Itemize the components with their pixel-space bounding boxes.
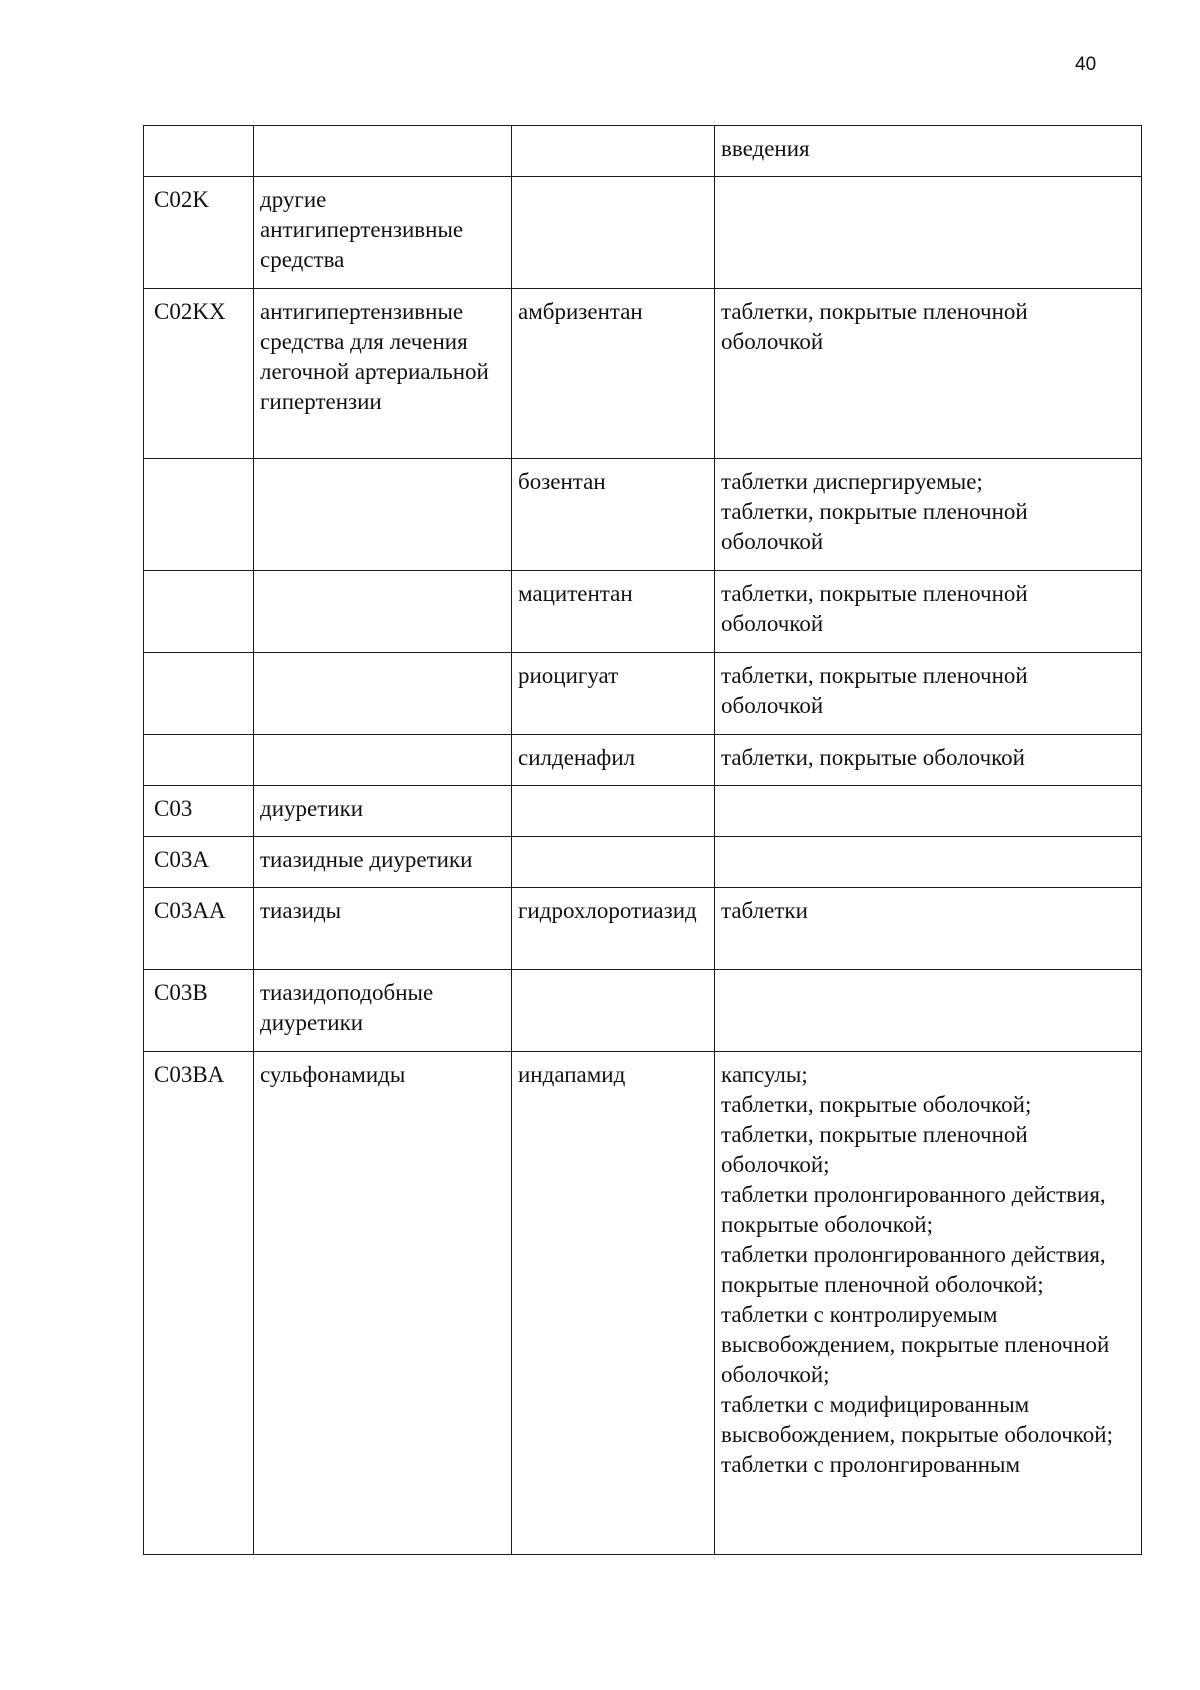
dosage-form-cell: таблетки, покрытые пленочной оболочкой xyxy=(715,653,1142,735)
drug-name-cell xyxy=(512,177,715,289)
group-name-cell: другие антигипертензивные средства xyxy=(254,177,512,289)
atc-code-cell xyxy=(144,735,254,786)
drug-name-cell xyxy=(512,970,715,1052)
atc-code-cell xyxy=(144,126,254,177)
table-row xyxy=(144,735,1142,786)
table-row xyxy=(144,1052,1142,1555)
dosage-form-cell: таблетки, покрытые пленочной оболочкой xyxy=(715,289,1142,459)
drug-name-cell: мацитентан xyxy=(512,571,715,653)
table-row xyxy=(144,888,1142,970)
drug-name-cell: бозентан xyxy=(512,459,715,571)
drug-name-cell: индапамид xyxy=(512,1052,715,1555)
table-row xyxy=(144,837,1142,888)
group-name-cell: тиазиды xyxy=(254,888,512,970)
drug-name-cell: гидрохлоротиазид xyxy=(512,888,715,970)
table-row xyxy=(144,970,1142,1052)
table-row xyxy=(144,126,1142,177)
group-name-cell: диуретики xyxy=(254,786,512,837)
drug-name-cell xyxy=(512,126,715,177)
atc-code-cell: C03AA xyxy=(144,888,254,970)
group-name-cell: тиазидные диуретики xyxy=(254,837,512,888)
drug-name-cell: амбризентан xyxy=(512,289,715,459)
dosage-form-cell: капсулы; таблетки, покрытые оболочкой; таблетки, покрытые пленочной оболочкой; таблетки пролонгированного действия, покрытые оболочкой; таблетки пролонгированного действия, покрытые пленочной оболочкой; таблетки с контролируемым высвобождением, покрытые пленочной оболочкой; таблетки с модифицированным высвобождением, покрытые оболочкой; таблетки с пролонгированным xyxy=(715,1052,1142,1555)
group-name-cell: тиазидоподобные диуретики xyxy=(254,970,512,1052)
atc-code-cell: C03BA xyxy=(144,1052,254,1555)
atc-code-cell: C02K xyxy=(144,177,254,289)
drug-name-cell xyxy=(512,786,715,837)
dosage-form-cell: введения xyxy=(715,126,1142,177)
dosage-form-cell: таблетки, покрытые оболочкой xyxy=(715,735,1142,786)
dosage-form-cell xyxy=(715,177,1142,289)
atc-code-cell: C03 xyxy=(144,786,254,837)
dosage-form-cell: таблетки xyxy=(715,888,1142,970)
dosage-form-cell xyxy=(715,786,1142,837)
atc-code-cell xyxy=(144,459,254,571)
drug-name-cell xyxy=(512,837,715,888)
atc-code-cell: C03B xyxy=(144,970,254,1052)
group-name-cell xyxy=(254,126,512,177)
drug-table-body xyxy=(144,126,1142,1555)
table-row xyxy=(144,177,1142,289)
group-name-cell xyxy=(254,459,512,571)
group-name-cell xyxy=(254,653,512,735)
dosage-form-cell xyxy=(715,837,1142,888)
table-row xyxy=(144,571,1142,653)
table-row xyxy=(144,653,1142,735)
table-row xyxy=(144,459,1142,571)
atc-code-cell: C02KX xyxy=(144,289,254,459)
drug-table xyxy=(143,125,1142,1555)
drug-name-cell: риоцигуат xyxy=(512,653,715,735)
group-name-cell xyxy=(254,571,512,653)
atc-code-cell xyxy=(144,571,254,653)
atc-code-cell: C03A xyxy=(144,837,254,888)
page-number: 40 xyxy=(1075,54,1097,75)
table-row xyxy=(144,786,1142,837)
dosage-form-cell xyxy=(715,970,1142,1052)
drug-name-cell: силденафил xyxy=(512,735,715,786)
group-name-cell: сульфонамиды xyxy=(254,1052,512,1555)
dosage-form-cell: таблетки диспергируемые; таблетки, покрытые пленочной оболочкой xyxy=(715,459,1142,571)
atc-code-cell xyxy=(144,653,254,735)
group-name-cell xyxy=(254,735,512,786)
table-row xyxy=(144,289,1142,459)
dosage-form-cell: таблетки, покрытые пленочной оболочкой xyxy=(715,571,1142,653)
group-name-cell: антигипертензивные средства для лечения легочной артериальной гипертензии xyxy=(254,289,512,459)
